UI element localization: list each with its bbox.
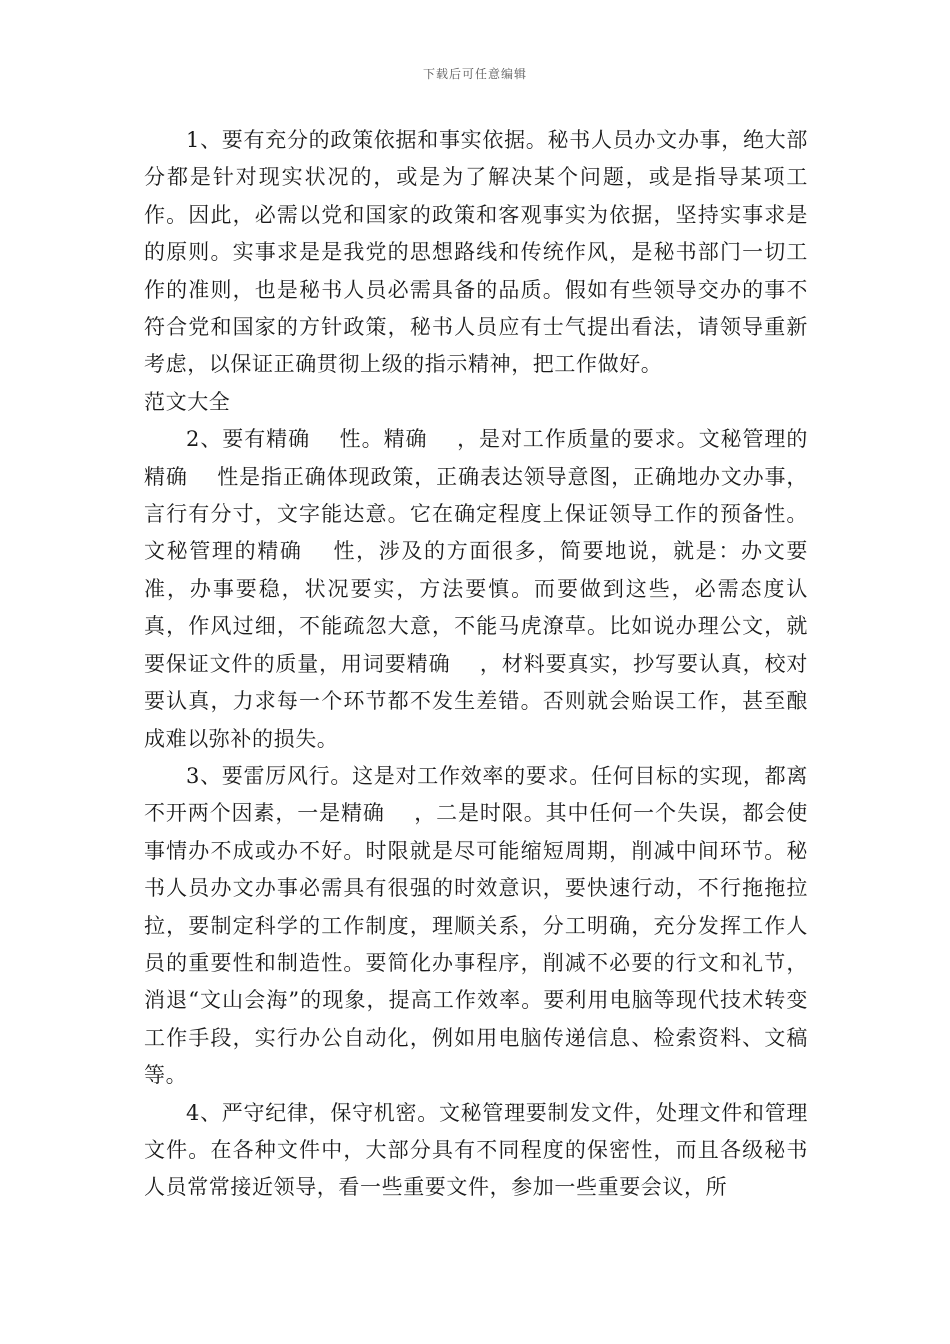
paragraph-5: 4、严守纪律，保守机密。文秘管理要制发文件，处理文件和管理文件。在各种文件中，大部分具有不同程度的保密性，而且各级秘书人员常常接近领导，看一些重要文件，参加一些重要会议，所: [144, 1100, 808, 1200]
paragraph-1: 1、要有充分的政策依据和事实依据。秘书人员办文办事，绝大部分都是针对现实状况的，或是为了解决某个问题，或是指导某项工作。因此，必需以党和国家的政策和客观事实为依据，坚持实事求是的原则。实事求是是我党的思想路线和传统作风，是秘书部门一切工作的准则，也是秘书人员必需具备的品质。假如有些领导交办的事不符合党和国家的方针政策，秘书人员应有士气提出看法，请领导重新考虑，以保证正确贯彻上级的指示精神，把工作做好。: [144, 128, 808, 377]
paragraph-4: 3、要雷厉风行。这是对工作效率的要求。任何目标的实现，都离不开两个因素，一是精确 ，二是时限。其中任何一个失误，都会使事情办不成或办不好。时限就是尽可能缩短周期，削减中间环节。秘书人员办文办事必需具有很强的时效意识，要快速行动，不行拖拖拉拉，要制定科学的工作制度，理顺关系，分工明确，充分发挥工作人员的重要性和制造性。要简化办事程序，削减不必要的行文和礼节，消退“文山会海”的现象，提高工作效率。要利用电脑等现代技术转变工作手段，实行办公自动化，例如用电脑传递信息、检索资料、文稿等。: [144, 763, 808, 1088]
page-header: 下载后可任意编辑: [422, 67, 527, 81]
paragraph-3: 2、要有精确 性。精确 ，是对工作质量的要求。文秘管理的精确 性是指正确体现政策，正确表达领导意图，正确地办文办事，言行有分寸，文字能达意。它在确定程度上保证领导工作的预备性。文秘管理的精确 性，涉及的方面很多，简要地说，就是：办文要准，办事要稳，状况要实，方法要慎。而要做到这些，必需态度认真，作风过细，不能疏忽大意，不能马虎潦草。比如说办理公文，就要保证文件的质量，用词要精确 ，材料要真实，抄写要认真，校对要认真，力求每一个环节都不发生差错。否则就会贻误工作，甚至酿成难以弥补的损失。: [144, 427, 808, 751]
paragraph-2: 范文大全: [144, 389, 231, 414]
document-body: [144, 122, 808, 1207]
